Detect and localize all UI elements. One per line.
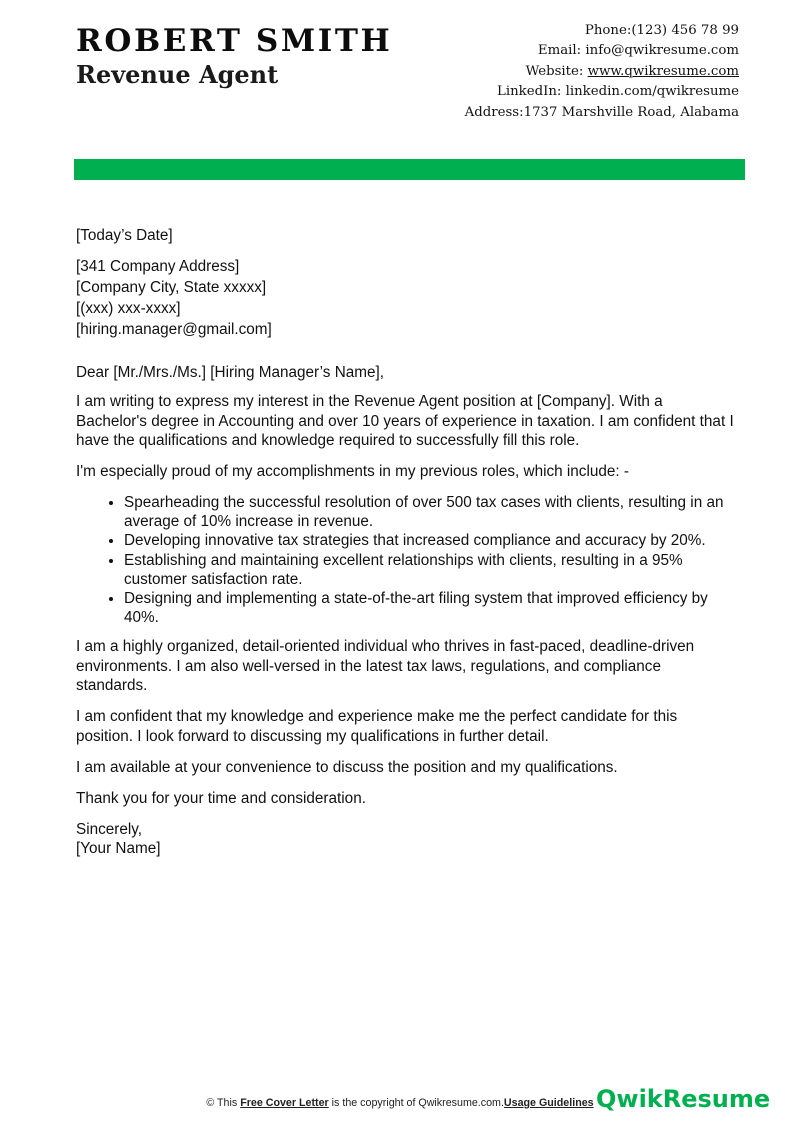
salutation: Dear [Mr./Mrs./Ms.] [Hiring Manager’s Name], [76, 363, 384, 381]
intro-paragraph: I am writing to express my interest in the Revenue Agent position at [Company]. With a Bachelor's degree in Accounting and over 10 years of experience in taxation. I am confident that I have the qualifications and knowledge required to successfully fill this role. [76, 393, 734, 449]
letter-body [76, 226, 736, 859]
body-paragraph: I am available at your convenience to discuss the position and my qualifications. [76, 758, 618, 776]
footer-prefix: © This [206, 1097, 241, 1109]
footer-middle: is the copyright of Qwikresume.com. [328, 1097, 504, 1109]
contact-linkedin: LinkedIn: linkedin.com/qwikresume [497, 84, 739, 100]
thanks-paragraph: Thank you for your time and consideration. [76, 789, 366, 807]
closing-block [76, 820, 736, 859]
applicant-name: ROBERT SMITH [76, 23, 393, 59]
contact-block [409, 21, 739, 123]
website-label: Website: [525, 63, 588, 79]
job-title: Revenue Agent [76, 60, 279, 89]
website-link[interactable]: www.qwikresume.com [587, 63, 739, 79]
usage-guidelines-link[interactable]: Usage Guidelines [503, 1097, 594, 1109]
contact-email: Email: info@qwikresume.com [537, 43, 739, 59]
list-item: • Designing and implementing a state-of-the-art filing system that improved efficiency by 40%. [124, 589, 736, 627]
list-item: • Developing innovative tax strategies that increased compliance and accuracy by 20%. [124, 531, 736, 550]
accomplishments-list [76, 493, 736, 627]
list-item: • Establishing and maintaining excellent relationships with clients, resulting in a 95% customer satisfaction rate. [124, 551, 736, 589]
list-item: • Spearheading the successful resolution of over 500 tax cases with clients, resulting in an average of 10% increase in revenue. [124, 493, 736, 531]
recipient-line: [(xxx) xxx-xxxx] [76, 299, 181, 317]
recipient-address [76, 256, 736, 340]
header-divider-bar [74, 159, 745, 180]
sign-off: Sincerely, [76, 820, 143, 838]
body-paragraph: I am confident that my knowledge and experience make me the perfect candidate for this position. I look forward to discussing my qualifications in further detail. [76, 708, 678, 745]
letter-date: [Today’s Date] [76, 227, 173, 244]
recipient-line: [Company City, State xxxxx] [76, 278, 267, 296]
qwikresume-logo: QwikResume [596, 1085, 771, 1113]
free-cover-letter-link[interactable]: Free Cover Letter [240, 1097, 329, 1109]
accomplishments-intro: I'm especially proud of my accomplishments in my previous roles, which include: - [76, 463, 629, 480]
body-paragraph: I am a highly organized, detail-oriented individual who thrives in fast-paced, deadline-driven environments. I am also well-versed in the latest tax laws, regulations, and compliance standards. [76, 638, 695, 695]
contact-website [409, 62, 739, 82]
contact-address: Address:1737 Marshville Road, Alabama [464, 104, 739, 120]
contact-phone: Phone:(123) 456 78 99 [584, 23, 739, 38]
recipient-line: [341 Company Address] [76, 257, 240, 275]
copyright-footer [0, 1097, 800, 1109]
signature: [Your Name] [76, 840, 161, 858]
recipient-line: [hiring.manager@gmail.com] [76, 320, 272, 338]
